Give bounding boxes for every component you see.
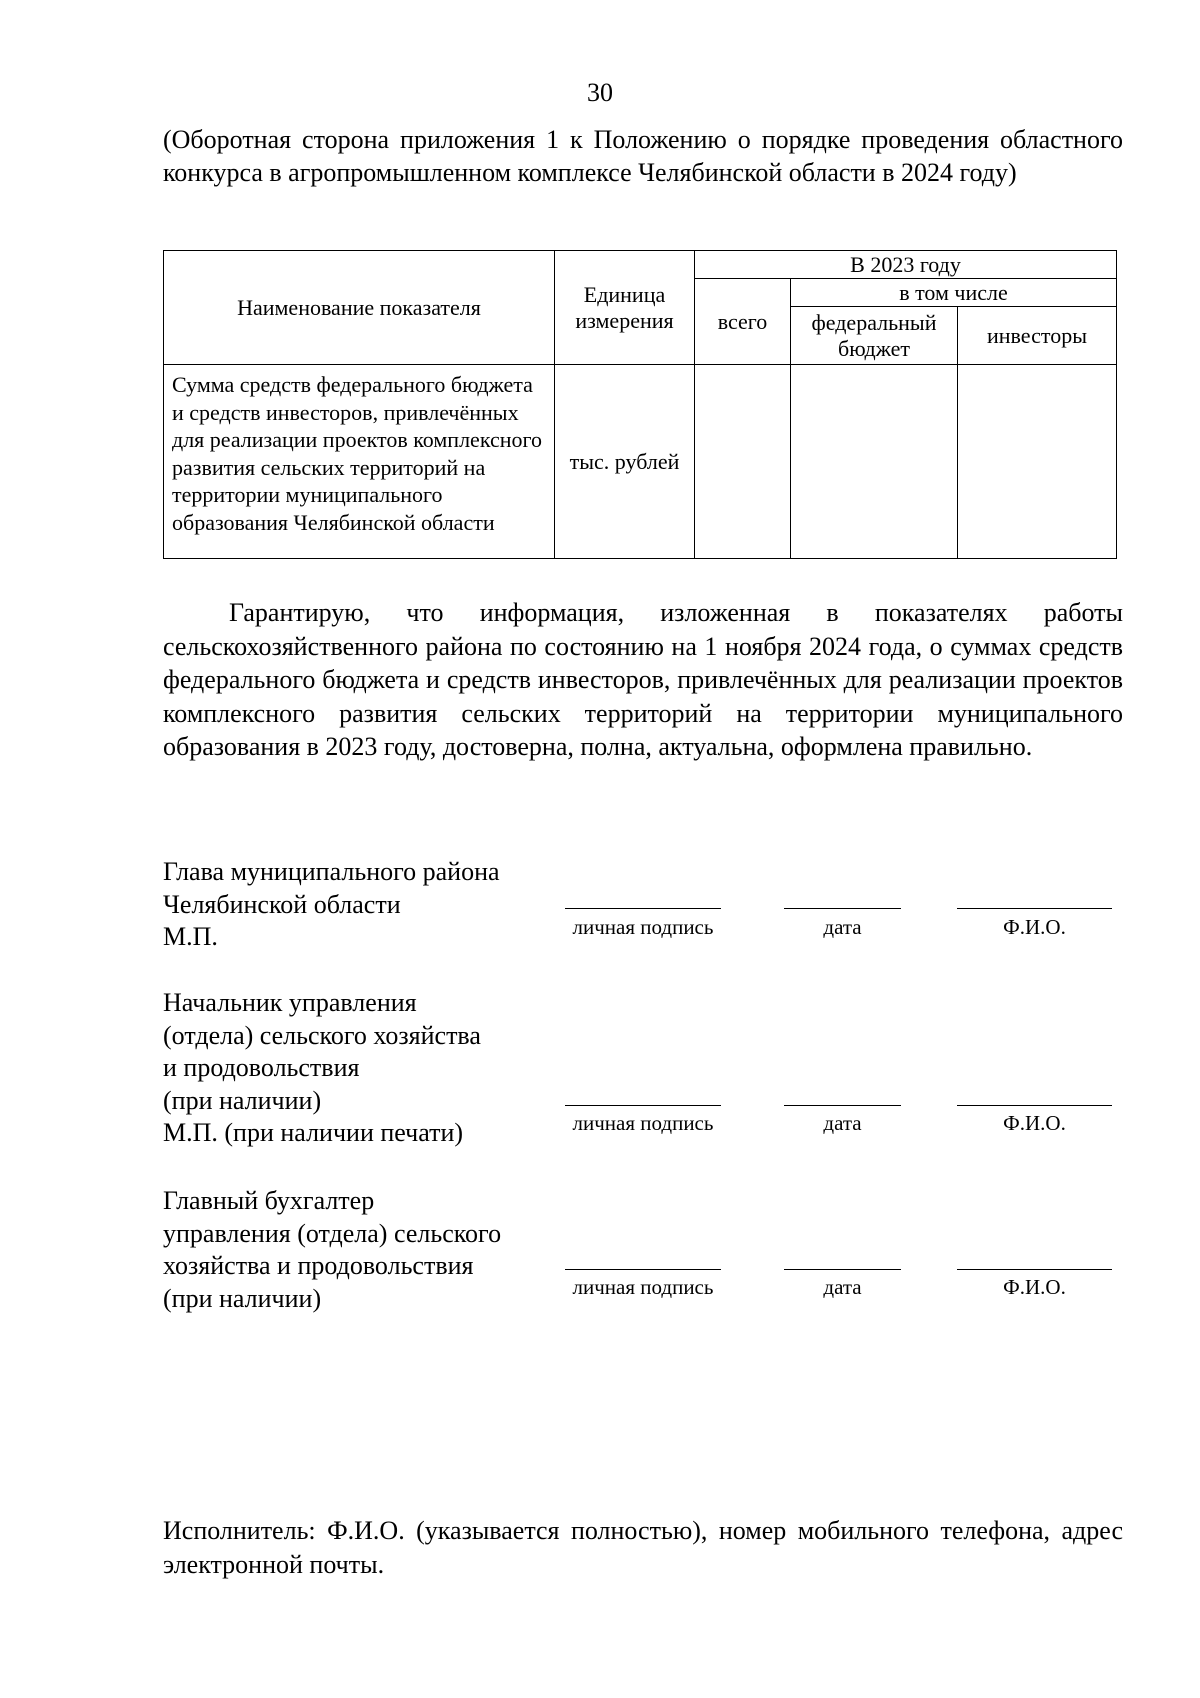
role-line: хозяйства и продовольствия <box>163 1251 474 1280</box>
signature-block-head <box>163 856 1123 966</box>
signature-line <box>565 908 721 909</box>
signature-line <box>565 1105 721 1106</box>
header-indicator-name: Наименование показателя <box>164 251 555 365</box>
date-caption: дата <box>823 915 862 939</box>
role-line: Главный бухгалтер <box>163 1186 375 1215</box>
role-line: (при наличии) <box>163 1085 322 1115</box>
row-total-cell <box>695 365 791 559</box>
signature-caption: личная подпись <box>572 1111 714 1135</box>
role-line: М.П. <box>163 922 218 951</box>
signature-caption: личная подпись <box>572 1275 714 1299</box>
name-caption: Ф.И.О. <box>1003 1111 1066 1135</box>
role-line: Глава муниципального района <box>163 857 500 886</box>
role-line: и продовольствия <box>163 1053 360 1082</box>
header-federal-budget: федеральный бюджет <box>791 307 958 365</box>
date-caption: дата <box>823 1111 862 1135</box>
signatory-role <box>163 987 553 1150</box>
role-line: М.П. (при наличии печати) <box>163 1118 464 1147</box>
role-line: (отдела) сельского хозяйства <box>163 1020 481 1050</box>
guarantee-paragraph <box>163 596 1123 764</box>
header-total: всего <box>695 279 791 365</box>
date-caption: дата <box>823 1275 862 1299</box>
row-investors-cell <box>958 365 1117 559</box>
signatory-role <box>163 1185 553 1315</box>
signature-block-chief-accountant <box>163 1185 1123 1325</box>
role-line: (при наличии) <box>163 1283 322 1313</box>
date-line <box>784 908 901 909</box>
name-line <box>957 1269 1112 1270</box>
executor-note: Исполнитель: Ф.И.О. (указывается полностью), номер мобильного телефона, адрес электронной почты. <box>163 1516 1123 1579</box>
role-line: Челябинской области <box>163 889 401 919</box>
header-including: в том числе <box>791 279 1117 307</box>
indicator-table <box>163 250 1117 559</box>
name-line <box>957 908 1112 909</box>
header-investors: инвесторы <box>958 307 1117 365</box>
signature-caption: личная подпись <box>572 915 714 939</box>
appendix-note: (Оборотная сторона приложения 1 к Положению о порядке проведения областного конкурса в агропромышленном комплексе Челябинской области в 2024 году) <box>163 125 1123 187</box>
table-header-row <box>164 251 1117 279</box>
row-federal-cell <box>791 365 958 559</box>
row-indicator-name: Сумма средств федерального бюджета и средств инвесторов, привлечённых для реализации проектов комплексного развития сельских территорий на территории муниципального образования Челябинской области <box>164 365 555 559</box>
header-unit: Единица измерения <box>555 251 695 365</box>
signature-block-agriculture-head <box>163 987 1123 1162</box>
page-number: 30 <box>587 78 613 107</box>
header-year: В 2023 году <box>695 251 1117 279</box>
name-caption: Ф.И.О. <box>1003 1275 1066 1299</box>
name-caption: Ф.И.О. <box>1003 915 1066 939</box>
signature-line <box>565 1269 721 1270</box>
name-line <box>957 1105 1112 1106</box>
table-row <box>164 365 1117 559</box>
signatory-role <box>163 856 553 954</box>
role-line: Начальник управления <box>163 988 417 1017</box>
date-line <box>784 1269 901 1270</box>
guarantee-text: Гарантирую, что информация, изложенная в показателях работы сельскохозяйственного района по состоянию на 1 ноября 2024 года, о суммах средств федерального бюджета и средств инвесторов, привлечённых для реализации проектов комплексного развития сельских территорий на территории муниципального образования в 2023 году, достоверна, полна, актуальна, оформлена правильно. <box>163 598 1123 761</box>
role-line: управления (отдела) сельского <box>163 1218 502 1248</box>
row-unit: тыс. рублей <box>555 365 695 559</box>
date-line <box>784 1105 901 1106</box>
